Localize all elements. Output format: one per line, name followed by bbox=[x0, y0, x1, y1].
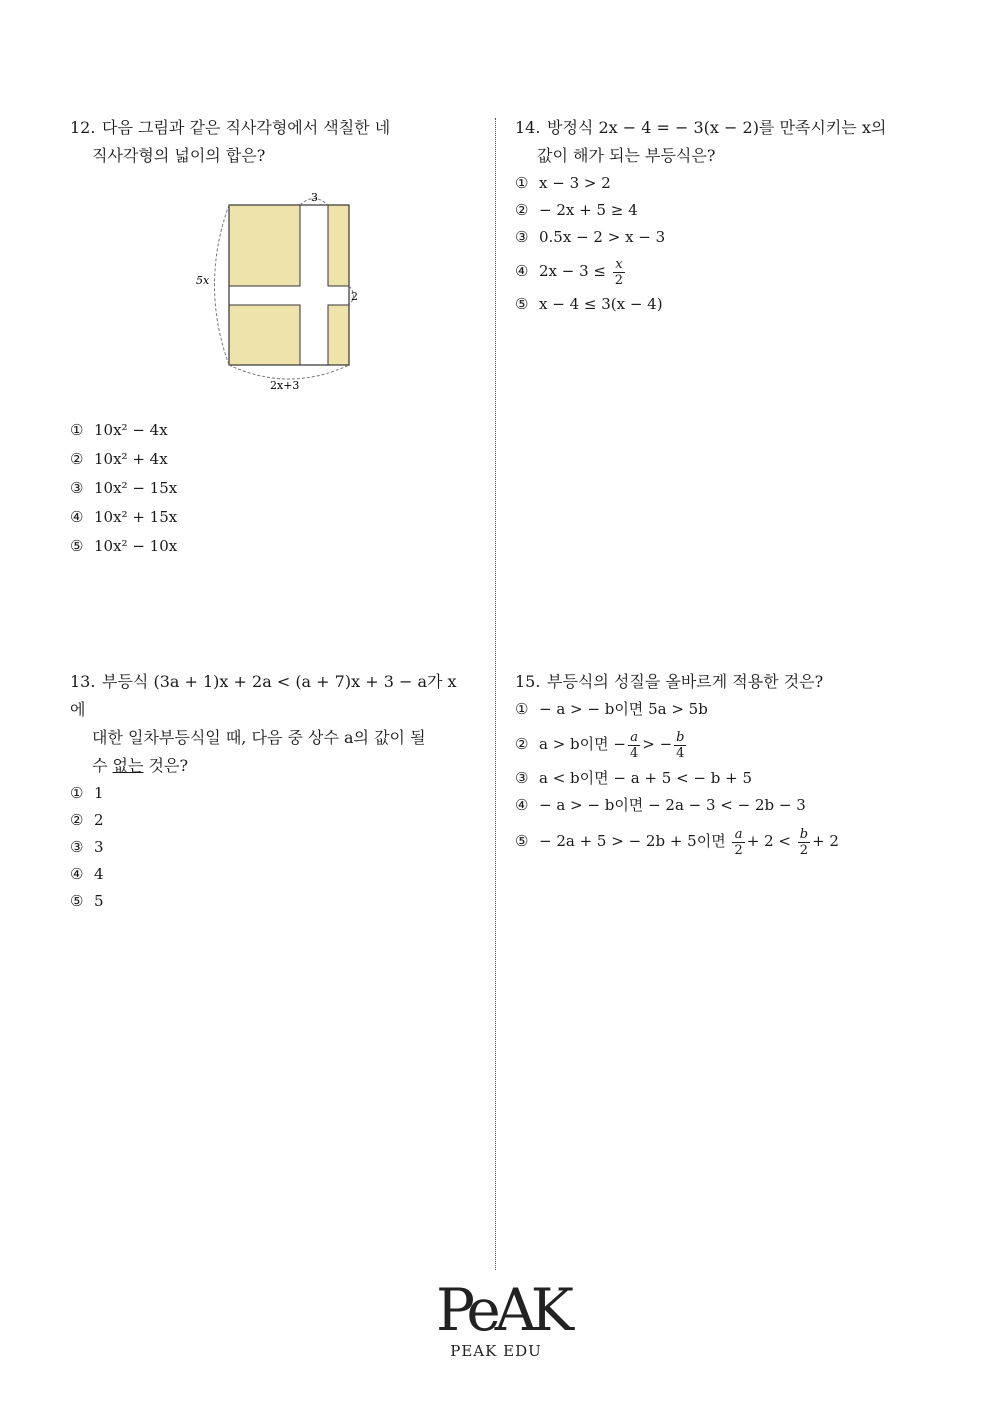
logo-mark: PeAK bbox=[436, 1276, 568, 1344]
fraction: $\frac{b}{2}$ bbox=[799, 826, 809, 858]
choice-4[interactable]: ④ 2x − 3 ≤ $\frac{x}{2}$ bbox=[515, 256, 624, 288]
question-12-stem: 12. 다음 그림과 같은 직사각형에서 색칠한 네 직사각형의 넓이의 합은? bbox=[70, 114, 470, 170]
fraction: $\frac{a}{4}$ bbox=[629, 729, 639, 761]
choice-2[interactable]: ② 2 bbox=[70, 811, 104, 829]
choice-3[interactable]: ③ a < b이면 − a + 5 < − b + 5 bbox=[515, 769, 753, 787]
question-number: 14. bbox=[515, 118, 541, 137]
question-number: 13. bbox=[70, 672, 96, 691]
shaded-rect-bottom-right bbox=[328, 305, 349, 365]
choice-4[interactable]: ④ 4 bbox=[70, 865, 104, 883]
choice-1[interactable]: ① − a > − b이면 5a > 5b bbox=[515, 700, 708, 718]
choice-5[interactable]: ⑤ − 2a + 5 > − 2b + 5이면 $\frac{a}{2}$ + 2 < $\frac{b}{2}$ + 2 bbox=[515, 826, 839, 858]
label-left: 5x bbox=[196, 274, 210, 287]
fraction: $\frac{x}{2}$ bbox=[614, 256, 624, 288]
choice-2[interactable]: ② 10x² + 4x bbox=[70, 450, 168, 468]
question-12-choices bbox=[70, 417, 370, 560]
choice-4[interactable]: ④ − a > − b이면 − 2a − 3 < − 2b − 3 bbox=[515, 796, 806, 814]
question-number: 15. bbox=[515, 672, 541, 691]
choice-5[interactable]: ⑤ x − 4 ≤ 3(x − 4) bbox=[515, 295, 663, 313]
shaded-rect-top-right bbox=[328, 205, 349, 286]
label-top: 3 bbox=[311, 191, 318, 204]
choice-1[interactable]: ① 10x² − 4x bbox=[70, 421, 168, 439]
logo-text: PEAK EDU bbox=[450, 1342, 542, 1360]
dashed-arc-bottom bbox=[229, 365, 349, 379]
question-12 bbox=[70, 114, 470, 170]
dashed-arc-left bbox=[215, 205, 230, 365]
choice-4[interactable]: ④ 10x² + 15x bbox=[70, 508, 178, 526]
choice-1[interactable]: ① 1 bbox=[70, 784, 104, 802]
question-number: 12. bbox=[70, 118, 96, 137]
question-14-stem: 14. 방정식 2x − 4 = − 3(x − 2)를 만족시키는 x의 값이 해가 되는 부등식은? bbox=[515, 114, 935, 170]
question-13 bbox=[70, 668, 470, 915]
choice-3[interactable]: ③ 3 bbox=[70, 838, 104, 856]
peak-edu-logo bbox=[436, 1276, 568, 1360]
column-divider bbox=[495, 118, 496, 1270]
choice-5[interactable]: ⑤ 5 bbox=[70, 892, 104, 910]
label-bottom: 2x+3 bbox=[270, 379, 300, 392]
choice-3[interactable]: ③ 10x² − 15x bbox=[70, 479, 178, 497]
choice-3[interactable]: ③ 0.5x − 2 > x − 3 bbox=[515, 228, 666, 246]
choice-2[interactable]: ② − 2x + 5 ≥ 4 bbox=[515, 201, 638, 219]
question-14 bbox=[515, 114, 935, 318]
choice-2[interactable]: ② a > b이면 − $\frac{a}{4}$ > − $\frac{b}{4}$ bbox=[515, 729, 685, 761]
choice-1[interactable]: ① x − 3 > 2 bbox=[515, 174, 611, 192]
shaded-rect-bottom-left bbox=[229, 305, 300, 365]
shaded-rect-top-left bbox=[229, 205, 300, 286]
question-15 bbox=[515, 668, 935, 863]
question-13-stem: 13. 부등식 (3a + 1)x + 2a < (a + 7)x + 3 − a가 x에 대한 일차부등식일 때, 다음 중 상수 a의 값이 될 수 없는 것은? bbox=[70, 668, 470, 780]
rectangle-figure bbox=[190, 188, 390, 398]
fraction: $\frac{a}{2}$ bbox=[734, 826, 743, 858]
fraction: $\frac{b}{4}$ bbox=[676, 729, 685, 761]
question-15-stem: 15. 부등식의 성질을 올바르게 적용한 것은? bbox=[515, 668, 935, 696]
label-right: 2 bbox=[351, 290, 358, 303]
choice-5[interactable]: ⑤ 10x² − 10x bbox=[70, 537, 178, 555]
